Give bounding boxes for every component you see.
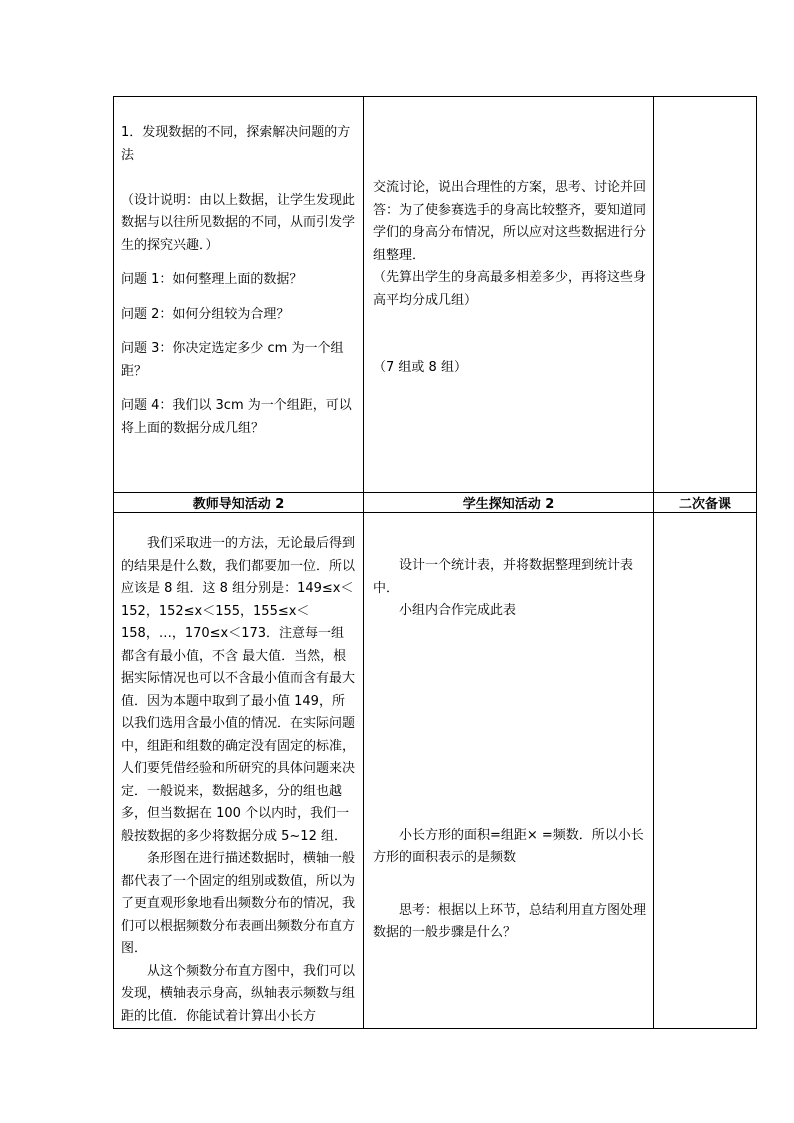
teacher-paragraph-1: 我们采取进一的方法，无论最后得到的结果是什么数，我们都要加一位．所以应该是 8 组．这 8 组分别是：149≤x＜152，152≤x＜155，155≤x＜158，…，170≤x＜173．注意每一组都含有最小值，不含 最大值．当然，根据实际情况也可以不含最小值而含有最大值．因为本题中取到了最小值 149，所以我们选用含最小值的情况．在实际问题中，组距和组数的确定没有固定的标准，人们要凭借经验和所研究的具体问题来决定．一般说来，数据越多，分的组也越多，但当数据在 100 个以内时，我们一般按数据的多少将数据分成 5~12 组．	[121, 536, 356, 844]
student-activity-header: 学生探知活动 2	[364, 493, 654, 513]
student-think: 思考：根据以上环节，总结利用直方图处理数据的一般步骤是什么？	[373, 902, 647, 940]
section-heading: 1．发现数据的不同，探索解决问题的方法	[121, 125, 351, 163]
student-group-answer: （7 组或 8 组）	[373, 360, 467, 375]
student-group-work: 小组内合作完成此表	[399, 603, 517, 618]
design-note: （设计说明：由以上数据，让学生发现此数据与以往所见数据的不同，从而引发学生的探究兴趣．）	[121, 192, 356, 253]
review-cell-2	[654, 513, 757, 1029]
table-header-row	[114, 493, 757, 513]
teacher-paragraph-3: 从这个频数分布直方图中，我们可以发现，横轴表示身高，纵轴表示频数与组距的比值．你能试着计算出小长方	[121, 963, 356, 1024]
teacher-paragraph-2: 条形图在进行描述数据时，横轴一般都代表了一个固定的组别或数值，所以为了更直观形象地看出频数分布的情况，我们可以根据频数分布表画出频数分布直方图．	[121, 851, 356, 956]
question-1: 问题 1：如何整理上面的数据？	[121, 272, 303, 287]
student-area-note: 小长方形的面积=组距× =频数．所以小长方形的面积表示的是频数	[373, 827, 644, 865]
question-3: 问题 3：你决定选定多少 cm 为一个组距？	[121, 341, 344, 379]
table-row	[114, 97, 757, 493]
table-row	[114, 513, 757, 1029]
student-task: 设计一个统计表，并将数据整理到统计表中．	[373, 558, 634, 596]
question-2: 问题 2：如何分组较为合理？	[121, 306, 290, 322]
review-header: 二次备课	[654, 493, 757, 513]
student-answer: 交流讨论，说出合理性的方案，思考、讨论并回答：为了使参赛选手的身高比较整齐，要知道同学们的身高分布情况，所以应对这些数据进行分组整理．	[373, 180, 647, 263]
teacher-activity-2-cell	[114, 513, 364, 1029]
review-cell-1	[654, 97, 757, 493]
question-4: 问题 4：我们以 3cm 为一个组距，可以将上面的数据分成几组？	[121, 398, 352, 436]
student-hint: （先算出学生的身高最多相差多少，再将这些身高平均分成几组）	[373, 270, 647, 308]
teacher-activity-header: 教师导知活动 2	[114, 493, 364, 513]
student-activity-1-cell	[364, 97, 654, 493]
teacher-activity-1-cell	[114, 97, 364, 493]
lesson-plan-table	[113, 96, 757, 1029]
student-activity-2-cell	[364, 513, 654, 1029]
